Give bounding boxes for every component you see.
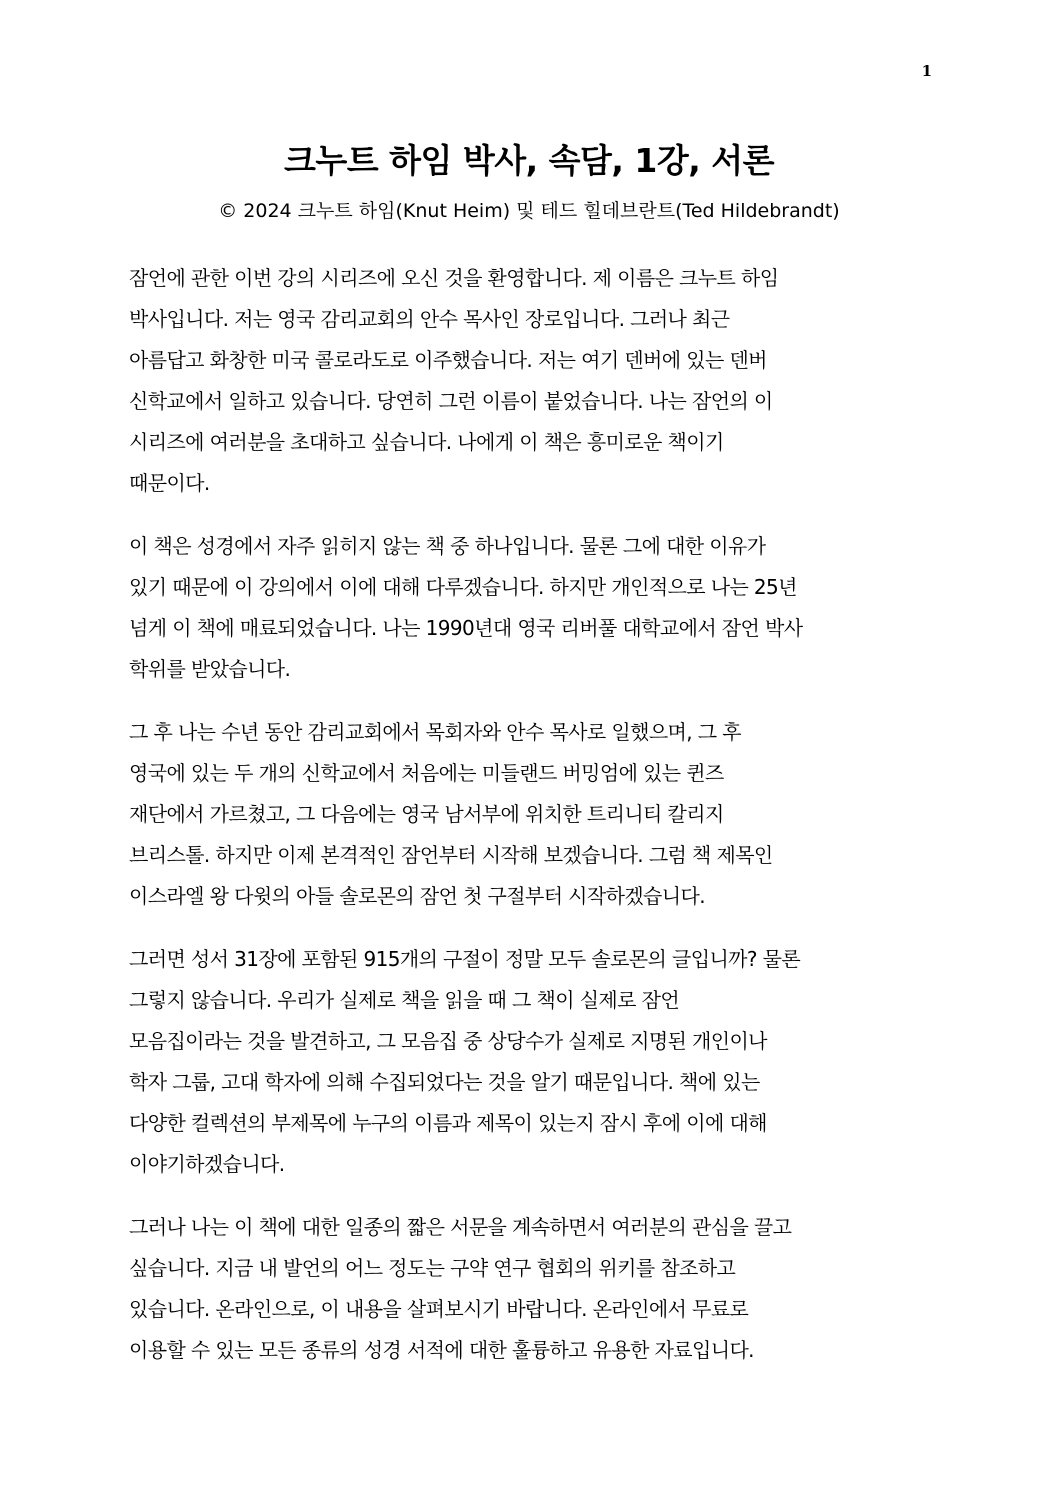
text-line: 이용할 수 있는 모든 종류의 성경 서적에 대한 훌륭하고 유용한 자료입니다. xyxy=(129,1338,754,1362)
text-line: 그 후 나는 수년 동안 감리교회에서 목회자와 안수 목사로 일했으며, 그 후 xyxy=(129,720,741,744)
paragraph-1 xyxy=(129,258,931,504)
text-line: 학위를 받았습니다. xyxy=(129,657,291,681)
document-title: 크누트 하임 박사, 속담, 1강, 서론 xyxy=(283,141,775,180)
text-line: 있습니다. 온라인으로, 이 내용을 살펴보시기 바랍니다. 온라인에서 무료로 xyxy=(129,1297,749,1321)
text-line: 넘게 이 책에 매료되었습니다. 나는 1990년대 영국 리버풀 대학교에서 잠언 박사 xyxy=(129,616,803,640)
text-line: 그렇지 않습니다. 우리가 실제로 책을 읽을 때 그 책이 실제로 잠언 xyxy=(129,988,680,1012)
text-line: 이야기하겠습니다. xyxy=(129,1152,285,1176)
page-number: 1 xyxy=(921,62,932,80)
text-line: 신학교에서 일하고 있습니다. 당연히 그런 이름이 붙었습니다. 나는 잠언의 이 xyxy=(129,389,773,413)
text-line: 영국에 있는 두 개의 신학교에서 처음에는 미들랜드 버밍엄에 있는 퀸즈 xyxy=(129,761,724,785)
text-line: 박사입니다. 저는 영국 감리교회의 안수 목사인 장로입니다. 그러나 최근 xyxy=(129,307,730,331)
text-line: 그러면 성서 31장에 포함된 915개의 구절이 정말 모두 솔로몬의 글입니까? 물론 xyxy=(129,947,801,971)
text-line: 이 책은 성경에서 자주 읽히지 않는 책 중 하나입니다. 물론 그에 대한 이유가 xyxy=(129,534,766,558)
paragraph-2 xyxy=(129,526,931,690)
text-line: 학자 그룹, 고대 학자에 의해 수집되었다는 것을 알기 때문입니다. 책에 있는 xyxy=(129,1070,760,1094)
paragraph-3 xyxy=(129,712,931,917)
document-body xyxy=(129,258,931,1393)
text-line: 그러나 나는 이 책에 대한 일종의 짧은 서문을 계속하면서 여러분의 관심을 끌고 xyxy=(129,1215,792,1239)
text-line: 브리스톨. 하지만 이제 본격적인 잠언부터 시작해 보겠습니다. 그럼 책 제목인 xyxy=(129,843,773,867)
text-line: 있기 때문에 이 강의에서 이에 대해 다루겠습니다. 하지만 개인적으로 나는 25년 xyxy=(129,575,797,599)
text-line: 때문이다. xyxy=(129,471,210,495)
text-line: 이스라엘 왕 다윗의 아들 솔로몬의 잠언 첫 구절부터 시작하겠습니다. xyxy=(129,884,705,908)
text-line: 다양한 컬렉션의 부제목에 누구의 이름과 제목이 있는지 잠시 후에 이에 대해 xyxy=(129,1111,767,1135)
text-line: 시리즈에 여러분을 초대하고 싶습니다. 나에게 이 책은 흥미로운 책이기 xyxy=(129,430,724,454)
paragraph-4 xyxy=(129,939,931,1185)
text-line: 아름답고 화창한 미국 콜로라도로 이주했습니다. 저는 여기 덴버에 있는 덴버 xyxy=(129,348,767,372)
text-line: 잠언에 관한 이번 강의 시리즈에 오신 것을 환영합니다. 제 이름은 크누트 하임 xyxy=(129,266,779,290)
text-line: 재단에서 가르쳤고, 그 다음에는 영국 남서부에 위치한 트리니티 칼리지 xyxy=(129,802,724,826)
copyright-line: © 2024 크누트 하임(Knut Heim) 및 테드 힐데브란트(Ted Hildebrandt) xyxy=(218,200,840,222)
text-line: 모음집이라는 것을 발견하고, 그 모음집 중 상당수가 실제로 지명된 개인이나 xyxy=(129,1029,767,1053)
text-line: 싶습니다. 지금 내 발언의 어느 정도는 구약 연구 협회의 위키를 참조하고 xyxy=(129,1256,736,1280)
paragraph-5 xyxy=(129,1207,931,1371)
